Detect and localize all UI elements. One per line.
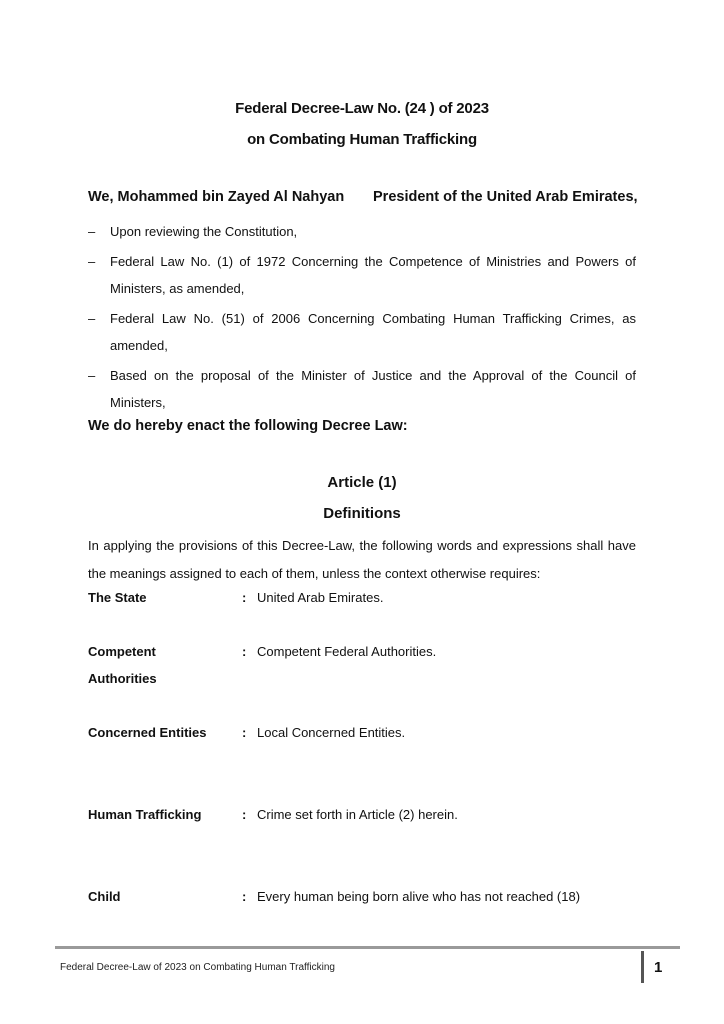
definition-term: Competent Authorities bbox=[88, 644, 157, 686]
recital-item bbox=[88, 218, 636, 246]
recital-item bbox=[88, 305, 636, 360]
page-number: 1 bbox=[654, 959, 663, 976]
definition-text: Competent Federal Authorities. bbox=[257, 644, 437, 659]
bullet-dash: – bbox=[88, 224, 96, 239]
enactment-clause: We do hereby enact the following Decree Law: bbox=[88, 418, 408, 434]
recital-item bbox=[88, 362, 636, 417]
bullet-dash: – bbox=[88, 310, 96, 326]
definition-separator: : bbox=[242, 644, 247, 659]
preamble-title: President of the United Arab Emirates, bbox=[373, 189, 638, 205]
definition-term: Concerned Entities bbox=[88, 725, 207, 740]
definition-text: Every human being born alive who has not reached (18) bbox=[257, 889, 581, 904]
footer-title: Federal Decree-Law of 2023 on Combating Human Trafficking bbox=[60, 962, 335, 973]
recital-text: Federal Law No. (1) of 1972 Concerning the Competence of Ministries and Powers of Ministers, as amended, bbox=[110, 253, 636, 296]
recital-text: Upon reviewing the Constitution, bbox=[110, 224, 298, 239]
definition-term: The State bbox=[88, 590, 147, 605]
definition-separator: : bbox=[242, 725, 247, 740]
definition-separator: : bbox=[242, 807, 247, 822]
bullet-dash: – bbox=[88, 367, 96, 383]
footer-rule bbox=[55, 946, 680, 949]
definition-text: Local Concerned Entities. bbox=[257, 725, 406, 740]
footer-separator bbox=[641, 951, 644, 983]
recital-item bbox=[88, 248, 636, 303]
definition-term: Child bbox=[88, 889, 121, 904]
recital-text: Federal Law No. (51) of 2006 Concerning Combating Human Trafficking Crimes, as amended, bbox=[110, 310, 636, 353]
recital-text: Based on the proposal of the Minister of Justice and the Approval of the Council of Ministers, bbox=[110, 367, 636, 410]
definition-text: Crime set forth in Article (2) herein. bbox=[257, 807, 458, 822]
recitals-list bbox=[88, 218, 636, 419]
definition-separator: : bbox=[242, 889, 247, 904]
preamble bbox=[88, 189, 648, 205]
article-intro: In applying the provisions of this Decree-Law, the following words and expressions shall have the meanings assigned to each of them, unless the context otherwise requires: bbox=[88, 538, 636, 581]
article-number: Article (1) bbox=[327, 474, 397, 491]
bullet-dash: – bbox=[88, 253, 96, 269]
document-title-line1: Federal Decree-Law No. (24 ) of 2023 bbox=[235, 100, 489, 117]
preamble-name: We, Mohammed bin Zayed Al Nahyan bbox=[88, 189, 345, 205]
definition-text: United Arab Emirates. bbox=[257, 590, 384, 605]
definition-separator: : bbox=[242, 590, 247, 605]
document-title-line2: on Combating Human Trafficking bbox=[247, 131, 477, 148]
definition-term: Human Trafficking bbox=[88, 807, 202, 822]
article-title: Definitions bbox=[323, 505, 401, 522]
